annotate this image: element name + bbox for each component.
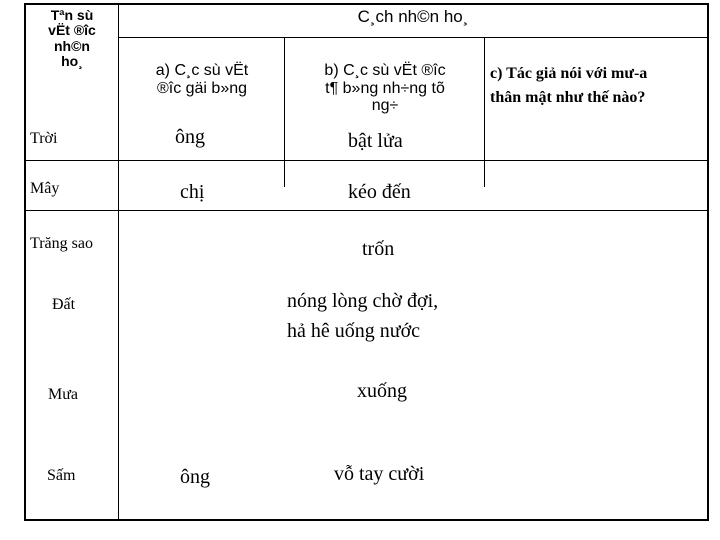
row-name-mua: Mưa [48,386,78,403]
row-name-sam: Sấm [47,467,76,484]
row-b-may: kéo đến [348,181,411,203]
row-name-troi: Trời [30,130,58,147]
column-divider-name [118,3,119,521]
row-b-trang-sao: trốn [362,238,395,260]
row-name-trang-sao: Trăng sao [30,235,93,252]
header-column-c: c) Tác giả nói với mư-a thân mật như thế nào? [490,65,648,106]
column-divider-b-c [484,37,485,187]
header-column-a: a) C¸c sù vËt ®îc gäi b»ng [155,62,249,97]
table-border-left [24,3,26,521]
table-border-bottom [24,519,709,521]
row-b-troi: bật lửa [348,130,403,152]
row-name-dat: Đất [52,296,76,313]
column-divider-a-b [284,37,285,187]
row-a-troi: ông [175,126,205,148]
row-name-may: Mây [30,180,60,197]
table-border-top [24,3,709,5]
row-divider-1 [24,160,708,161]
header-personification-methods: C¸ch nh©n ho¸ [357,7,469,26]
header-group-divider [118,37,708,38]
table-border-right [707,3,709,521]
row-a-may: chị [180,181,205,203]
row-b-sam: vỗ tay cười [334,463,425,485]
header-thing-name: Tªn sù vËt ®îc nh©n ho¸ [48,7,96,70]
row-b-mua: xuống [357,380,407,402]
row-b-dat: nóng lòng chờ đợi, hả hê uống nước [287,290,439,342]
row-a-sam: ông [180,466,210,488]
header-column-b: b) C¸c sù vËt ®îc t¶ b»ng nh÷ng tõ ng÷ [324,62,446,115]
row-divider-2 [24,210,708,211]
